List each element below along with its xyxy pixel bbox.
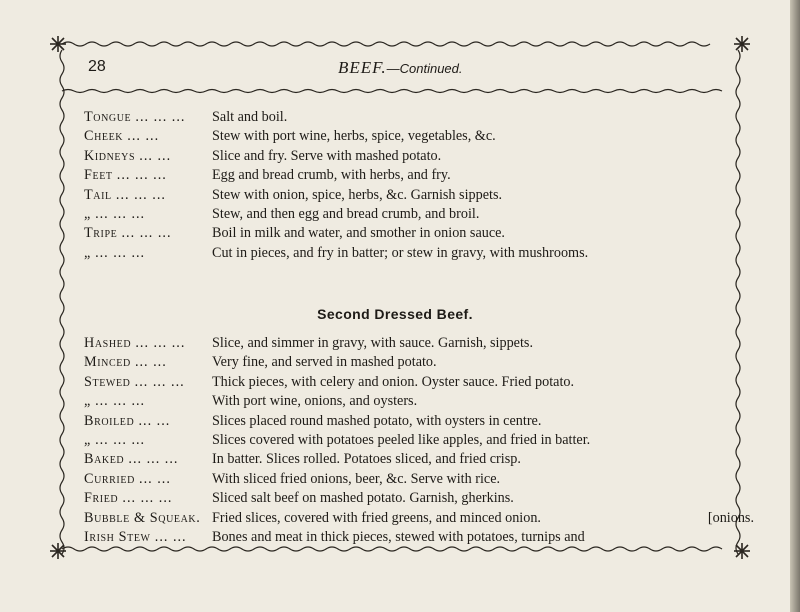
page-number: 28 [88,58,106,75]
entry-row [84,353,754,372]
entry-description: Fried slices, covered with fried greens, and minced onion. [212,509,541,526]
entry-term-text: Feet [84,167,113,184]
entry-term-text: Hashed [84,335,132,351]
entry-description: Slices covered with potatoes peeled like apples, and fried in batter. [212,431,591,448]
entry-term [84,373,212,392]
top-wavy-rule [62,42,710,46]
entry-term-text: „ [84,431,91,448]
entry-term-text: „ [84,244,91,261]
entry-row [84,392,754,411]
entry-row [84,470,754,489]
entry-term [84,186,212,205]
entry-term [84,205,212,224]
entry-term [84,108,212,127]
entry-leader-dots: ... ... ... [121,225,172,242]
entry-term [84,224,212,243]
entry-row [84,431,754,450]
entry-description: With sliced fried onions, beer, &c. Serve with rice. [212,470,501,487]
entry-row [84,373,754,392]
entry-row [84,108,754,127]
entry-leader-dots: ... ... [138,412,171,429]
entry-description: Egg and bread crumb, with herbs, and fry. [212,167,451,184]
entry-row [84,205,754,224]
entry-leader-dots: ... ... [154,528,187,545]
entry-term-text: Tripe [84,225,118,242]
entry-term-text: Stewed [84,373,131,390]
entries-block-first [84,108,754,263]
entry-description: Boil in milk and water, and smother in onion sauce. [212,225,505,242]
entry-term-text: Irish Stew [84,528,151,545]
entry-description: In batter. Slices rolled. Potatoes sliced, and fried crisp. [212,451,521,468]
entry-row [84,489,754,508]
entry-term [84,431,212,450]
entry-description: Slices placed round mashed potato, with oysters in centre. [212,412,542,429]
entry-term-text: „ [84,205,91,222]
entry-leader-dots: ... ... ... [116,167,167,184]
entry-row [84,450,754,469]
entry-carryover-note: [onions. [707,509,754,526]
entry-leader-dots: ... ... ... [128,451,179,468]
running-title [338,58,463,78]
entry-leader-dots: ... ... ... [95,205,146,222]
entry-term-text: Bubble & Squeak. [84,509,201,526]
entry-term-text: Cheek [84,128,124,145]
entry-description: Slice, and simmer in gravy, with sauce. Garnish, sippets. [212,335,533,351]
entry-term [84,244,212,263]
entry-leader-dots: ... ... ... [95,393,146,410]
entry-term-text: Fried [84,490,119,507]
entry-term [84,353,212,372]
entry-term-text: „ [84,393,91,410]
entry-leader-dots: ... ... [139,147,172,164]
entry-term [84,334,212,353]
running-title-main: BEEF. [338,58,387,77]
left-wavy-rule [60,50,64,554]
entry-description: Slice and fry. Serve with mashed potato. [212,147,442,164]
entry-row [84,244,754,263]
entry-row [84,334,754,353]
entry-description: Salt and boil. [212,109,288,125]
entry-row [84,186,754,205]
entry-term-text: Curried [84,470,135,487]
entry-description: Bones and meat in thick pieces, stewed with potatoes, turnips and [212,528,585,545]
entry-term [84,528,212,547]
entry-term [84,509,212,528]
entry-description: Sliced salt beef on mashed potato. Garnish, gherkins. [212,490,514,507]
entry-row [84,509,754,528]
entries-block-second [84,334,754,547]
section-heading: Second Dressed Beef. [317,306,473,322]
entry-description: With port wine, onions, and oysters. [212,393,418,410]
running-header [88,58,718,84]
entry-term-text: Tail [84,186,112,203]
entry-leader-dots: ... ... ... [135,109,186,125]
bottom-wavy-rule [62,547,722,551]
entry-term [84,127,212,146]
entry-leader-dots: ... ... ... [135,335,186,351]
entry-description: Stew, and then egg and bread crumb, and broil. [212,205,480,222]
entry-term-text: Baked [84,451,125,468]
entry-term-text: Minced [84,354,131,371]
entry-leader-dots: ... ... ... [115,186,166,203]
entry-term [84,489,212,508]
entry-description: Stew with port wine, herbs, spice, vegetables, &c. [212,128,496,145]
entry-description: Very fine, and served in mashed potato. [212,354,437,371]
entry-leader-dots: ... ... [127,128,160,145]
entry-leader-dots: ... ... ... [122,490,173,507]
entry-row [84,127,754,146]
entry-row [84,412,754,431]
entry-term-text: Broiled [84,412,135,429]
entry-description: Stew with onion, spice, herbs, &c. Garnish sippets. [212,186,503,203]
entry-term [84,392,212,411]
entry-term-text: Tongue [84,109,132,125]
entry-leader-dots: ... ... ... [95,431,146,448]
entry-term [84,470,212,489]
entry-term [84,412,212,431]
entry-row [84,528,754,547]
entry-leader-dots: ... ... [134,354,167,371]
entry-term-text: Kidneys [84,147,136,164]
entry-term [84,450,212,469]
entry-description: Thick pieces, with celery and onion. Oyster sauce. Fried potato. [212,373,575,390]
header-wavy-rule [62,90,722,93]
entry-term [84,166,212,185]
entry-leader-dots: ... ... ... [134,373,185,390]
entry-term [84,147,212,166]
entry-row [84,224,754,243]
entry-row [84,166,754,185]
entry-leader-dots: ... ... [139,470,171,487]
page-edge-shadow [790,0,800,612]
entry-row [84,147,754,166]
entry-leader-dots: ... ... ... [95,244,146,261]
entry-description: Cut in pieces, and fry in batter; or stew in gravy, with mushrooms. [212,244,589,261]
running-title-suffix: —Continued. [386,61,463,76]
